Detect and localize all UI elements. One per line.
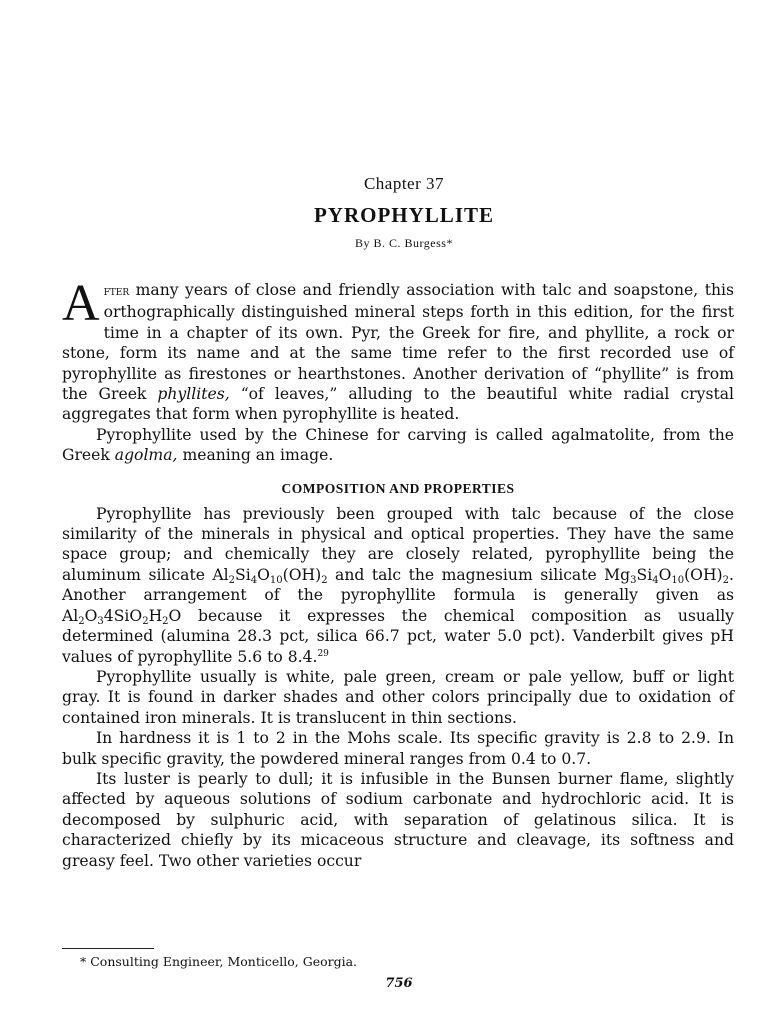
intro-italic-term: phyllites,: [157, 385, 230, 404]
page-number: 756: [385, 976, 413, 991]
paragraph: Its luster is pearly to dull; it is infusible in the Bunsen burner flame, slightly affected by aqueous solutions of sodium carbonate and hydrochloric acid. It is decomposed by sulphuric acid, with separation of gelatinous silica. It is characterized chiefly by its micaceous structure and cleavage, its softness and greasy feel. Two other varieties occur: [62, 769, 734, 870]
paragraph: Pyrophyllite has previously been grouped with talc because of the close similarity of the minerals in physical and optical properties. They have the same space group; and chemically they are closely related, pyrophyllite being the aluminum silicate $Al_2Si_4O_{10}(OH)_2$ and talc the magnesium silicate $Mg_3Si_4O_{10}(OH)_2$. Another arrangement of the pyrophyllite formula is generally given as $Al_2O_34SiO_2H_2O$ because it expresses the chemical composition as usually determined (alumina 28.3 pct, silica 66.7 pct, water 5.0 pct). Vanderbilt gives pH values of pyrophyllite 5.6 to 8.4.29: [62, 504, 734, 666]
author-byline: By B. C. Burgess*: [355, 236, 453, 250]
paragraph-text: Pyrophyllite used by the Chinese for carving is called agalmatolite, from the Greek: [62, 425, 734, 465]
paragraph-text: and talc the magnesium silicate Mg: [327, 565, 631, 584]
paragraph-text-end: meaning an image.: [177, 446, 334, 465]
paragraph-text: . Another arrangement of the pyrophyllite formula is generally given as Al: [62, 565, 734, 625]
paragraph: Pyrophyllite usually is white, pale green, cream or pale yellow, buff or light gray. It is found in darker shades and other colors principally due to oxidation of contained iron minerals. It is translucent in thin sections.: [62, 667, 734, 727]
footnote: * Consulting Engineer, Monticello, Georgia.: [80, 954, 358, 969]
reference-marker: 29: [317, 648, 329, 659]
footnote-rule: [62, 948, 154, 949]
paragraph-text: because it expresses the chemical composition as usually determined (alumina 28.3 pct, silica 66.7 pct, water 5.0 pct). Vanderbilt gives pH values of pyrophyllite 5.6 to 8.4.: [62, 606, 734, 666]
section-heading: COMPOSITION AND PROPERTIES: [281, 480, 515, 496]
paragraph-text: Pyrophyllite has previously been grouped with talc because of the close similarity of the minerals in physical and optical properties. They have the same space group; and chemically they are closely related, pyrophyllite being the aluminum silicate Al: [62, 504, 734, 584]
drop-cap: A: [62, 275, 100, 332]
intro-text: many years of close and friendly association with talc and soapstone, this orthographically distinguished mineral steps forth in this edition, for the first time in a chapter of its own. Pyr, the Greek for fire, and phyllite, a rock or stone, form its name and at the same time refer to the first recorded use of pyrophyllite as firestones or hearthstones. Another derivation of “phyllite” is from the Greek: [62, 281, 734, 404]
intro-text-end: “of leaves,” alluding to the beautiful white radial crystal aggregates that form when pyrophyllite is heated.: [62, 385, 734, 424]
paragraph: [62, 425, 734, 466]
body-text: [62, 275, 734, 871]
paragraph: In hardness it is 1 to 2 in the Mohs scale. Its specific gravity is 2.8 to 2.9. In bulk specific gravity, the powdered mineral ranges from 0.4 to 0.7.: [62, 729, 734, 768]
lead-smallcaps: fter: [103, 284, 130, 299]
chapter-title: PYROPHYLLITE: [313, 203, 495, 227]
intro-paragraph: [62, 275, 734, 425]
italic-term: agolma,: [114, 446, 178, 465]
chapter-label: Chapter 37: [363, 174, 445, 193]
